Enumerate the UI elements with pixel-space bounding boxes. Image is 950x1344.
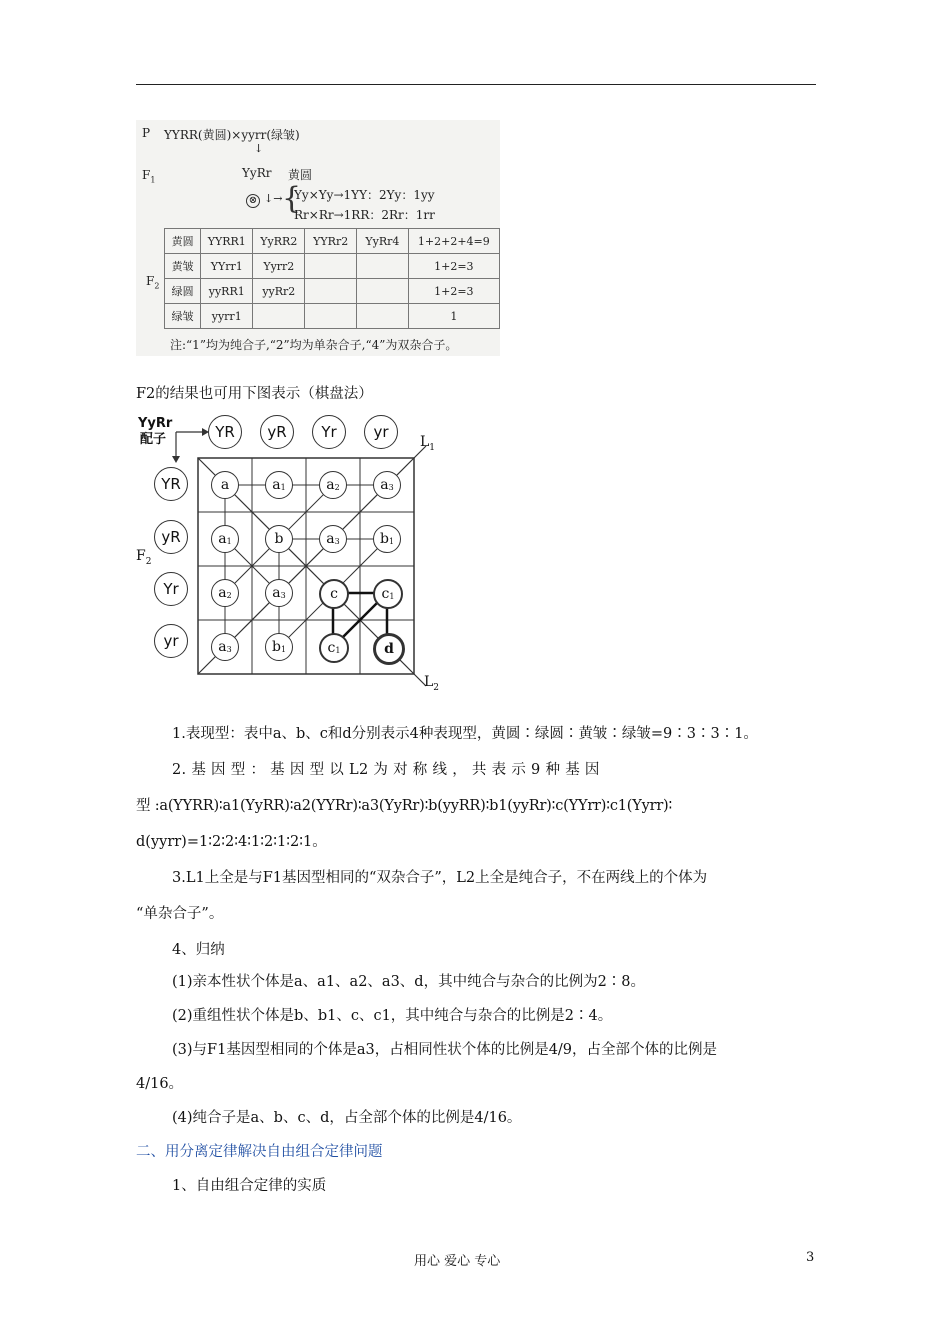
checkerboard-lines [136, 408, 456, 700]
arrow-down-icon: ↓ [254, 142, 264, 155]
cell-subscript: 1 [388, 537, 395, 546]
page-number: 3 [806, 1250, 815, 1265]
figure-caption: F2的结果也可用下图表示（棋盘法） [136, 386, 373, 402]
table-cell: YYrr1 [201, 254, 253, 279]
cell-subscript: 2 [334, 483, 340, 492]
f1-phenotype: 黄圆 [288, 168, 313, 182]
summary-item-4: (4)纯合子是a、b、c、d，占全部个体的比例是4/16。 [172, 1110, 522, 1126]
table-cell: YyRr4 [357, 229, 409, 254]
table-cell: 1+2+2+4=9 [408, 229, 499, 254]
cell-subscript: 1 [226, 537, 232, 546]
checkerboard-cell [319, 525, 347, 553]
table-cell: YYRR1 [201, 229, 253, 254]
paragraph-diagonals-line1: 3.L1上全是与F1基因型相同的“双杂合子”，L2上全是纯合子，不在两线上的个体为 [172, 870, 708, 886]
cross-diagram-figure [136, 120, 500, 356]
checkerboard-cell [319, 579, 349, 609]
table-row [165, 304, 500, 329]
paragraph-genotype-line2: 型 :a(YYRR)∶a1(YyRR)∶a2(YYRr)∶a3(YyRr)∶b(yyRR)∶b1(yyRr)∶c(YYrr)∶c1(Yyrr)∶ [136, 798, 673, 814]
cell-letter: a [218, 585, 227, 601]
row-gamete: yR [154, 520, 188, 554]
cell-letter: a [326, 477, 335, 493]
checkerboard-cell [211, 525, 239, 553]
f1-label: $F_1$ [142, 168, 156, 185]
table-row [165, 229, 500, 254]
table-cell [357, 304, 409, 329]
table-cell [357, 279, 409, 304]
cell-subscript: 3 [334, 537, 340, 546]
cell-letter: b [379, 531, 389, 547]
cell-subscript: 3 [226, 645, 232, 654]
summary-item-1: (1)亲本性状个体是a、a1、a2、a3、d，其中纯合与杂合的比例为2∶8。 [172, 974, 646, 990]
checkerboard-cell [265, 471, 293, 499]
paragraph-genotype-line3: d(yyrr)=1∶2∶2∶4∶1∶2∶1∶2∶1。 [136, 834, 327, 850]
summary-item-3-line2: 4/16。 [136, 1076, 184, 1092]
yy-segregation: Yy×Yy→1YY：2Yy：1yy [294, 188, 435, 202]
table-cell: 绿皱 [165, 304, 201, 329]
table-cell: YYRr2 [305, 229, 357, 254]
cell-letter: c [381, 586, 390, 602]
cell-letter: a [272, 585, 281, 601]
checkerboard-cell [319, 633, 349, 663]
self-cross-icon: ⊗ [246, 194, 260, 208]
l1-label: $L_1$ [420, 434, 436, 453]
checkerboard-cell [211, 579, 239, 607]
arrow-right-icon: ↓→ [264, 192, 283, 205]
checkerboard-cell [373, 471, 401, 499]
arrow-down-icon [172, 456, 180, 463]
table-cell [253, 304, 305, 329]
table-cell: Yyrr2 [253, 254, 305, 279]
checkerboard-cell [373, 579, 403, 609]
table-cell: 1+2=3 [408, 279, 499, 304]
column-gamete: yr [364, 415, 398, 449]
section-summary-title: 4、归纳 [172, 942, 225, 958]
checkerboard-figure [136, 408, 456, 700]
f2-genotype-table [164, 228, 500, 329]
table-cell: 1+2=3 [408, 254, 499, 279]
checkerboard-cell [319, 471, 347, 499]
table-cell: yyRr2 [253, 279, 305, 304]
cell-letter: b [274, 531, 284, 547]
cell-letter: a [380, 477, 389, 493]
checkerboard-cell [211, 633, 239, 661]
f1-genotype: YyRr [242, 166, 272, 180]
gamete-title-line2: 配子 [140, 432, 167, 447]
cell-letter: c [330, 586, 338, 602]
checkerboard-cell [265, 525, 293, 553]
table-cell: 1 [408, 304, 499, 329]
table-cell [305, 304, 357, 329]
gamete-title-line1: YyRr [138, 416, 173, 431]
paragraph-diagonals-line2: “单杂合子”。 [136, 906, 224, 922]
table-cell [357, 254, 409, 279]
cell-letter: c [327, 640, 336, 656]
section-heading-2: 二、用分离定律解决自由组合定律问题 [136, 1144, 383, 1160]
cell-letter: a [272, 477, 281, 493]
column-gamete: Yr [312, 415, 346, 449]
cell-subscript: 3 [388, 483, 394, 492]
cell-subscript: 1 [335, 646, 341, 655]
table-cell [305, 279, 357, 304]
subsection-title: 1、自由组合定律的实质 [172, 1178, 327, 1194]
cell-subscript: 1 [280, 483, 286, 492]
column-gamete: YR [208, 415, 242, 449]
cell-letter: a [220, 477, 230, 493]
row-gamete: Yr [154, 572, 188, 606]
paragraph-phenotype: 1.表现型：表中a、b、c和d分别表示4种表现型，黄圆∶绿圆∶黄皱∶绿皱=9∶3∶3∶1。 [172, 726, 758, 742]
row-gamete: YR [154, 467, 188, 501]
cell-letter: a [218, 639, 227, 655]
cell-letter: b [271, 639, 281, 655]
p-label: P [142, 126, 151, 140]
paragraph-genotype-line1: 2. 基 因 型 ： 基 因 型 以 L2 为 对 称 线 ， 共 表 示 9 种 基 因 [172, 762, 600, 778]
column-gamete: yR [260, 415, 294, 449]
checkerboard-cell [373, 525, 401, 553]
cell-letter: d [384, 641, 394, 657]
header-rule [136, 84, 816, 85]
cell-letter: a [326, 531, 335, 547]
table-cell: YyRR2 [253, 229, 305, 254]
cell-subscript: 3 [280, 591, 286, 600]
table-cell: 黄皱 [165, 254, 201, 279]
summary-item-3-line1: (3)与F1基因型相同的个体是a3，占相同性状个体的比例是4/9，占全部个体的比例是 [172, 1042, 718, 1058]
cell-subscript: 2 [226, 591, 232, 600]
table-row [165, 254, 500, 279]
summary-item-2: (2)重组性状个体是b、b1、c、c1，其中纯合与杂合的比例是2∶4。 [172, 1008, 613, 1024]
rr-segregation: Rr×Rr→1RR：2Rr：1rr [294, 208, 435, 222]
checkerboard-cell [265, 579, 293, 607]
cell-letter: a [218, 531, 227, 547]
brace-icon: { [282, 181, 302, 216]
cell-subscript: 1 [389, 592, 395, 601]
table-cell: 黄圆 [165, 229, 201, 254]
checkerboard-cell [373, 633, 405, 665]
f2-label: $F_2$ [136, 548, 152, 567]
f2-label: $F_2$ [146, 274, 160, 291]
p-cross-text: YYRR(黄圆)×yyrr(绿皱) [164, 128, 300, 142]
l2-label: $L_2$ [424, 674, 440, 693]
table-row [165, 279, 500, 304]
table-cell: yyRR1 [201, 279, 253, 304]
checkerboard-cell [265, 633, 293, 661]
figure-note: 注:“1”均为纯合子,“2”均为单杂合子,“4”为双杂合子。 [170, 338, 458, 352]
footer-motto: 用心 爱心 专心 [414, 1254, 501, 1269]
cell-subscript: 1 [280, 645, 287, 654]
row-gamete: yr [154, 624, 188, 658]
checkerboard-cell [211, 471, 239, 499]
table-cell: 绿圆 [165, 279, 201, 304]
table-cell: yyrr1 [201, 304, 253, 329]
table-cell [305, 254, 357, 279]
